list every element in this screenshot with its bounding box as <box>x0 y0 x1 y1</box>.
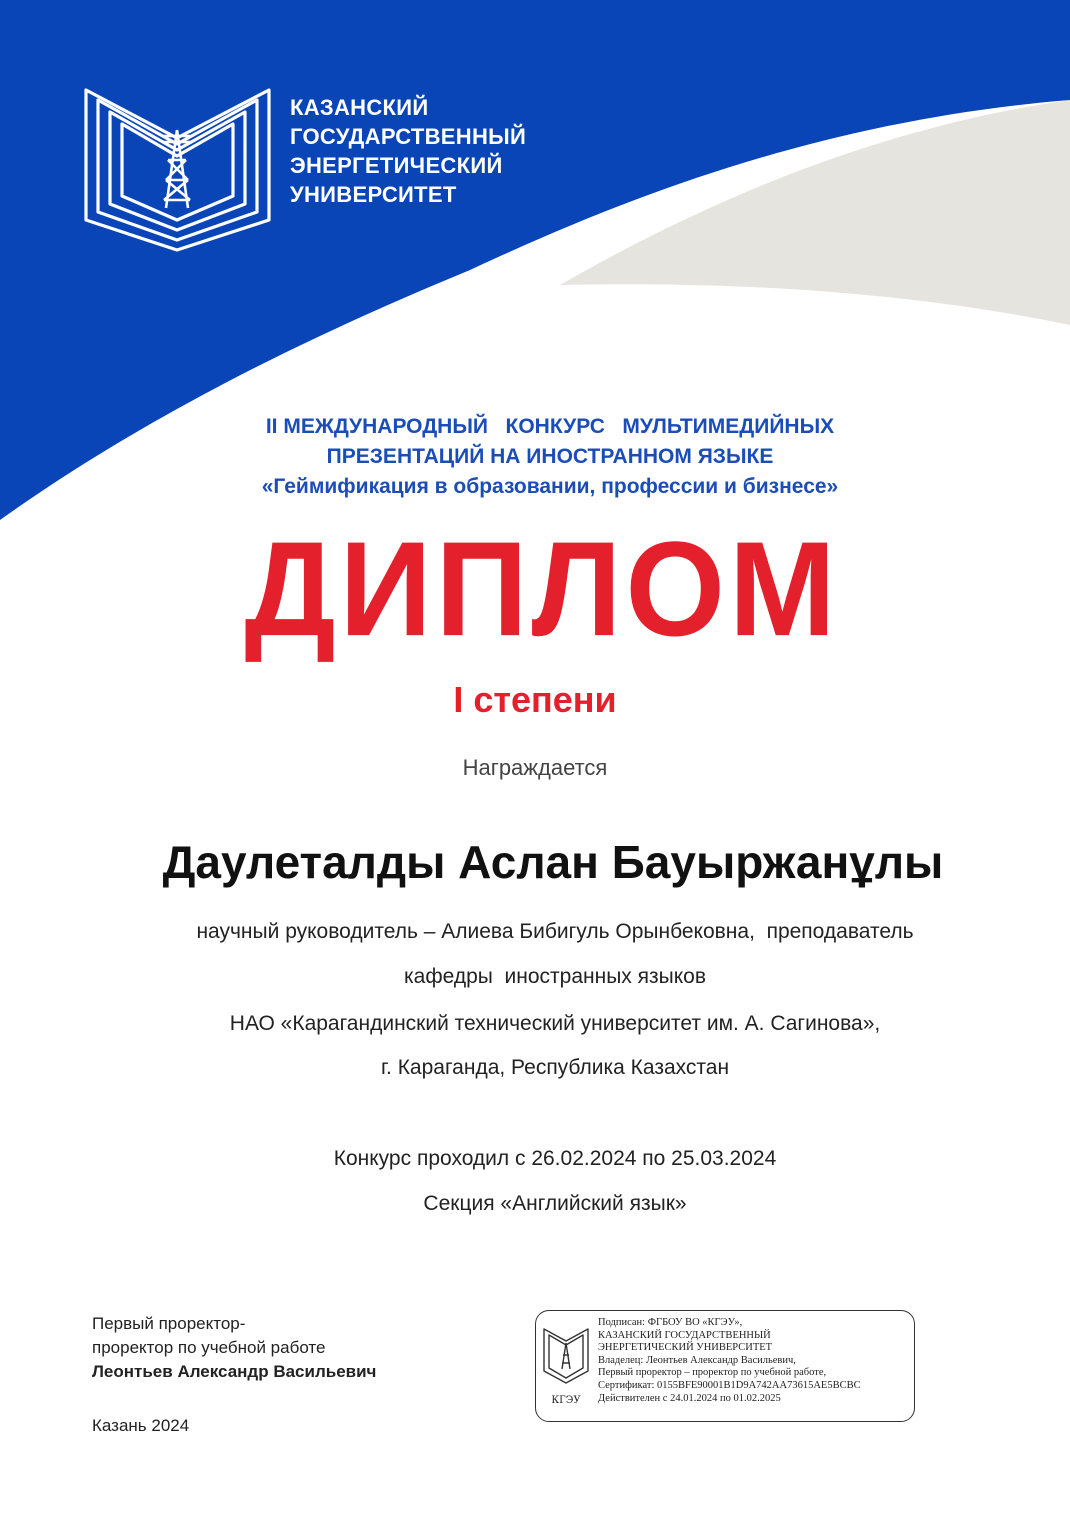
stamp-line: Сертификат: 0155BFE90001B1D9A742AA73615AE5BCBC <box>598 1379 861 1391</box>
contest-title-line1: II МЕЖДУНАРОДНЫЙ КОНКУРС МУЛЬТИМЕДИЙНЫХ <box>265 415 835 438</box>
signatory-name: Леонтьев Александр Васильевич <box>92 1362 377 1381</box>
university-logo-icon <box>80 80 275 255</box>
stamp-line: Подписан: ФГБОУ ВО «КГЭУ», <box>598 1317 743 1328</box>
university-name <box>290 93 526 209</box>
signatory-position: проректор по учебной работе <box>92 1338 326 1357</box>
diploma-heading: ДИПЛОМ <box>244 514 840 665</box>
recipient-name: Даулеталды Аслан Бауыржанұлы <box>162 836 944 888</box>
city-year: Казань 2024 <box>92 1416 190 1435</box>
stamp-abbreviation: КГЭУ <box>551 1395 581 1406</box>
awarded-label: Награждается <box>462 755 608 780</box>
stamp-line: Первый проректор – проректор по учебной работе, <box>598 1367 827 1379</box>
diploma-degree: I степени <box>453 679 617 720</box>
signatory-position: Первый проректор- <box>92 1314 246 1333</box>
contest-title-line2: ПРЕЗЕНТАЦИЙ НА ИНОСТРАННОМ ЯЗЫКЕ <box>326 445 774 468</box>
contest-title-line3: «Геймификация в образовании, профессии и бизнесе» <box>261 475 839 498</box>
signatory-block <box>92 1312 376 1384</box>
supervisor-line: научный руководитель – Алиева Бибигуль Орынбековна, преподаватель <box>196 920 914 943</box>
stamp-text <box>598 1317 861 1405</box>
contest-title <box>0 412 1070 502</box>
university-name-line: ЭНЕРГЕТИЧЕСКИЙ <box>290 153 503 178</box>
digital-signature-stamp <box>535 1310 915 1422</box>
stamp-line: КАЗАНСКИЙ ГОСУДАРСТВЕННЫЙ <box>598 1329 771 1341</box>
book-tower-emblem-icon <box>542 1325 590 1387</box>
department-line: кафедры иностранных языков <box>404 965 706 988</box>
university-name-line: УНИВЕРСИТЕТ <box>290 182 457 207</box>
university-name-line: КАЗАНСКИЙ <box>290 95 429 120</box>
stamp-line: ЭНЕРГЕТИЧЕСКИЙ УНИВЕРСИТЕТ <box>598 1342 773 1354</box>
contest-dates: Конкурс проходил с 26.02.2024 по 25.03.2024 <box>333 1147 777 1170</box>
organization-line: НАО «Карагандинский технический университет им. А. Сагинова», <box>229 1012 881 1035</box>
location-line: г. Караганда, Республика Казахстан <box>380 1056 730 1079</box>
contest-section: Секция «Английский язык» <box>423 1192 687 1215</box>
stamp-line: Действителен с 24.01.2024 по 01.02.2025 <box>598 1392 781 1404</box>
university-name-line: ГОСУДАРСТВЕННЫЙ <box>290 124 527 149</box>
stamp-line: Владелец: Леонтьев Александр Васильевич, <box>598 1354 796 1366</box>
